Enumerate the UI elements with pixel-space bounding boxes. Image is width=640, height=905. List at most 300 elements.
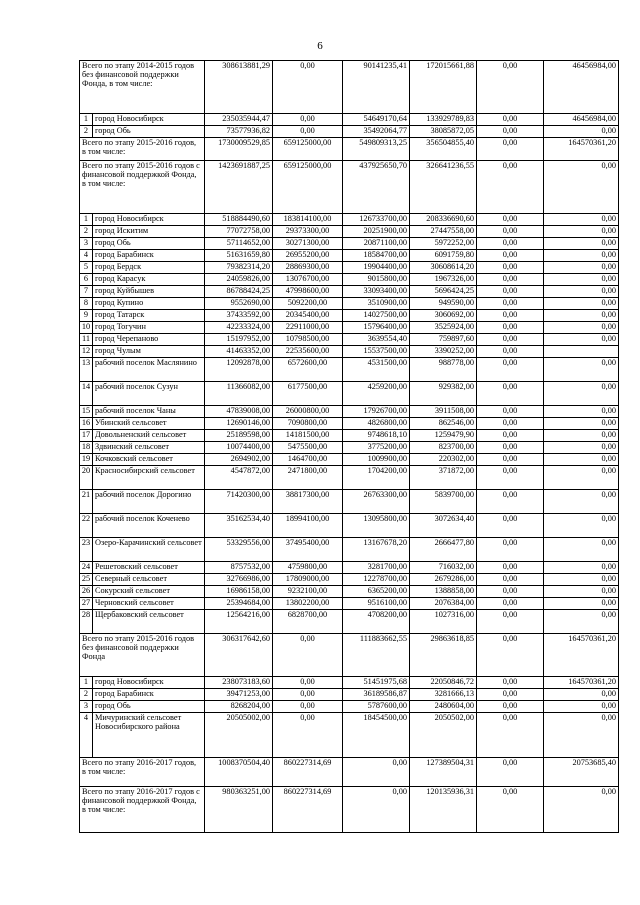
value-cell: 5972252,00 <box>410 238 477 250</box>
value-cell: 183814100,00 <box>273 214 343 226</box>
value-cell: 5696424,25 <box>410 286 477 298</box>
value-cell: 0,00 <box>477 787 544 833</box>
value-cell: 3072634,40 <box>410 514 477 538</box>
value-cell: 0,00 <box>273 701 343 713</box>
value-cell: 0,00 <box>477 226 544 238</box>
table-row <box>80 250 619 262</box>
value-cell <box>544 346 619 358</box>
value-cell: 9516100,00 <box>343 598 410 610</box>
value-cell: 9552690,00 <box>205 298 273 310</box>
municipality-name: Убинский сельсовет <box>93 418 205 430</box>
row-number: 27 <box>80 598 93 610</box>
table-total-row <box>80 161 619 214</box>
value-cell: 1704200,00 <box>343 466 410 490</box>
value-cell: 0,00 <box>544 713 619 758</box>
value-cell: 164570361,20 <box>544 677 619 689</box>
value-cell: 26000800,00 <box>273 406 343 418</box>
value-cell: 0,00 <box>477 126 544 138</box>
municipality-name: Озеро-Карачинский сельсовет <box>93 538 205 562</box>
value-cell: 0,00 <box>544 406 619 418</box>
value-cell: 0,00 <box>477 322 544 334</box>
row-number: 4 <box>80 250 93 262</box>
value-cell: 0,00 <box>477 701 544 713</box>
value-cell: 53329556,00 <box>205 538 273 562</box>
value-cell: 0,00 <box>477 598 544 610</box>
value-cell: 860227314,69 <box>273 787 343 833</box>
value-cell: 0,00 <box>477 138 544 161</box>
value-cell: 37495400,00 <box>273 538 343 562</box>
value-cell: 208336690,60 <box>410 214 477 226</box>
value-cell: 0,00 <box>477 382 544 406</box>
value-cell: 8268204,00 <box>205 701 273 713</box>
row-number: 9 <box>80 310 93 322</box>
value-cell: 26955200,00 <box>273 250 343 262</box>
value-cell: 32766986,00 <box>205 574 273 586</box>
value-cell: 0,00 <box>477 430 544 442</box>
value-cell: 0,00 <box>544 701 619 713</box>
value-cell: 220302,00 <box>410 454 477 466</box>
municipality-name: город Барабинск <box>93 689 205 701</box>
value-cell: 14181500,00 <box>273 430 343 442</box>
value-cell: 0,00 <box>477 562 544 574</box>
value-cell: 0,00 <box>477 286 544 298</box>
value-cell: 0,00 <box>273 713 343 758</box>
value-cell: 17926700,00 <box>343 406 410 418</box>
value-cell: 86788424,25 <box>205 286 273 298</box>
row-number: 1 <box>80 677 93 689</box>
table-row <box>80 286 619 298</box>
value-cell: 54649170,64 <box>343 114 410 126</box>
value-cell: 2679286,00 <box>410 574 477 586</box>
value-cell: 6828700,00 <box>273 610 343 634</box>
value-cell: 0,00 <box>544 442 619 454</box>
municipality-name: город Бердск <box>93 262 205 274</box>
value-cell: 0,00 <box>477 418 544 430</box>
table-row <box>80 406 619 418</box>
table-row <box>80 418 619 430</box>
value-cell: 73577936,82 <box>205 126 273 138</box>
value-cell: 0,00 <box>273 689 343 701</box>
value-cell: 0,00 <box>477 466 544 490</box>
value-cell: 0,00 <box>477 406 544 418</box>
table-row <box>80 610 619 634</box>
value-cell: 172015661,88 <box>410 61 477 114</box>
value-cell: 9232100,00 <box>273 586 343 598</box>
value-cell: 22911000,00 <box>273 322 343 334</box>
municipality-name: Красносибирский сельсовет <box>93 466 205 490</box>
value-cell: 0,00 <box>477 334 544 346</box>
value-cell: 13167678,20 <box>343 538 410 562</box>
value-cell: 3911508,00 <box>410 406 477 418</box>
value-cell: 25189598,00 <box>205 430 273 442</box>
value-cell: 0,00 <box>477 514 544 538</box>
table-row <box>80 454 619 466</box>
value-cell: 90141235,41 <box>343 61 410 114</box>
value-cell: 126733700,00 <box>343 214 410 226</box>
value-cell: 0,00 <box>544 466 619 490</box>
value-cell: 30608614,20 <box>410 262 477 274</box>
value-cell: 3060692,00 <box>410 310 477 322</box>
value-cell: 716032,00 <box>410 562 477 574</box>
row-number: 3 <box>80 701 93 713</box>
value-cell: 0,00 <box>477 250 544 262</box>
value-cell: 20871100,00 <box>343 238 410 250</box>
value-cell: 3510900,00 <box>343 298 410 310</box>
row-number: 3 <box>80 238 93 250</box>
table-row <box>80 114 619 126</box>
value-cell: 6177500,00 <box>273 382 343 406</box>
row-number: 1 <box>80 214 93 226</box>
municipality-name: город Черепаново <box>93 334 205 346</box>
municipality-name: город Обь <box>93 238 205 250</box>
table-total-row <box>80 61 619 114</box>
value-cell: 0,00 <box>477 358 544 382</box>
value-cell: 0,00 <box>544 382 619 406</box>
municipality-name: город Искитим <box>93 226 205 238</box>
value-cell: 18584700,00 <box>343 250 410 262</box>
row-number: 14 <box>80 382 93 406</box>
value-cell: 16986158,00 <box>205 586 273 598</box>
value-cell: 19904400,00 <box>343 262 410 274</box>
value-cell: 0,00 <box>273 677 343 689</box>
municipality-name: Щербаковский сельсовет <box>93 610 205 634</box>
value-cell: 0,00 <box>544 514 619 538</box>
value-cell: 15537500,00 <box>343 346 410 358</box>
value-cell: 5475500,00 <box>273 442 343 454</box>
value-cell: 980363251,00 <box>205 787 273 833</box>
value-cell: 0,00 <box>544 586 619 598</box>
value-cell: 659125000,00 <box>273 138 343 161</box>
value-cell: 437925650,70 <box>343 161 410 214</box>
table-row <box>80 322 619 334</box>
value-cell: 371872,00 <box>410 466 477 490</box>
value-cell: 29863618,85 <box>410 634 477 677</box>
municipality-name: город Новосибирск <box>93 214 205 226</box>
table-row <box>80 214 619 226</box>
value-cell: 0,00 <box>544 418 619 430</box>
value-cell: 120135936,31 <box>410 787 477 833</box>
table-row <box>80 430 619 442</box>
table-row <box>80 262 619 274</box>
row-number: 28 <box>80 610 93 634</box>
value-cell: 20505002,00 <box>205 713 273 758</box>
table-row <box>80 562 619 574</box>
value-cell: 12278700,00 <box>343 574 410 586</box>
value-cell: 0,00 <box>477 610 544 634</box>
value-cell: 2471800,00 <box>273 466 343 490</box>
value-cell: 27447558,00 <box>410 226 477 238</box>
value-cell: 10074400,00 <box>205 442 273 454</box>
value-cell: 326641236,55 <box>410 161 477 214</box>
value-cell: 13802200,00 <box>273 598 343 610</box>
value-cell: 2076384,00 <box>410 598 477 610</box>
total-label: Всего по этапу 2015-2016 годов с финансовой поддержкой Фонда, в том числе: <box>80 161 205 214</box>
value-cell: 0,00 <box>477 538 544 562</box>
value-cell: 235035944,47 <box>205 114 273 126</box>
value-cell: 12690146,00 <box>205 418 273 430</box>
value-cell: 929382,00 <box>410 382 477 406</box>
value-cell: 0,00 <box>544 610 619 634</box>
value-cell: 862546,00 <box>410 418 477 430</box>
value-cell: 5787600,00 <box>343 701 410 713</box>
value-cell: 30271300,00 <box>273 238 343 250</box>
value-cell: 0,00 <box>477 161 544 214</box>
value-cell: 28869300,00 <box>273 262 343 274</box>
value-cell: 133929789,83 <box>410 114 477 126</box>
value-cell: 0,00 <box>477 238 544 250</box>
value-cell: 36189586,87 <box>343 689 410 701</box>
value-cell: 18994100,00 <box>273 514 343 538</box>
value-cell: 1967326,00 <box>410 274 477 286</box>
value-cell: 0,00 <box>544 430 619 442</box>
value-cell: 0,00 <box>477 262 544 274</box>
value-cell: 20753685,40 <box>544 758 619 787</box>
total-label: Всего по этапу 2015-2016 годов без финансовой поддержки Фонда <box>80 634 205 677</box>
value-cell: 46456984,00 <box>544 114 619 126</box>
value-cell: 41463352,00 <box>205 346 273 358</box>
value-cell: 0,00 <box>477 114 544 126</box>
municipality-name: город Чулым <box>93 346 205 358</box>
value-cell: 3775200,00 <box>343 442 410 454</box>
row-number: 21 <box>80 490 93 514</box>
table-row <box>80 310 619 322</box>
value-cell: 6091759,80 <box>410 250 477 262</box>
value-cell: 33093400,00 <box>343 286 410 298</box>
row-number: 20 <box>80 466 93 490</box>
row-number: 2 <box>80 689 93 701</box>
table-row <box>80 126 619 138</box>
municipality-name: Кочковский сельсовет <box>93 454 205 466</box>
value-cell: 1730009529,85 <box>205 138 273 161</box>
value-cell: 0,00 <box>544 238 619 250</box>
table-row <box>80 598 619 610</box>
value-cell: 4759800,00 <box>273 562 343 574</box>
total-label: Всего по этапу 2016-2017 годов, в том числе: <box>80 758 205 787</box>
value-cell: 35162534,40 <box>205 514 273 538</box>
municipality-name: рабочий поселок Коченево <box>93 514 205 538</box>
value-cell: 0,00 <box>544 490 619 514</box>
municipality-name: город Обь <box>93 126 205 138</box>
value-cell: 0,00 <box>544 274 619 286</box>
value-cell: 1464700,00 <box>273 454 343 466</box>
row-number: 18 <box>80 442 93 454</box>
value-cell: 0,00 <box>477 490 544 514</box>
value-cell: 0,00 <box>544 161 619 214</box>
table-row <box>80 298 619 310</box>
value-cell: 47839008,00 <box>205 406 273 418</box>
table-row <box>80 274 619 286</box>
value-cell: 71420300,00 <box>205 490 273 514</box>
value-cell: 0,00 <box>544 310 619 322</box>
value-cell: 759897,60 <box>410 334 477 346</box>
value-cell: 0,00 <box>273 634 343 677</box>
value-cell: 26763300,00 <box>343 490 410 514</box>
table-row <box>80 334 619 346</box>
value-cell: 5839700,00 <box>410 490 477 514</box>
row-number: 23 <box>80 538 93 562</box>
value-cell: 0,00 <box>544 298 619 310</box>
municipality-name: город Барабинск <box>93 250 205 262</box>
value-cell: 164570361,20 <box>544 138 619 161</box>
value-cell: 5092200,00 <box>273 298 343 310</box>
value-cell: 0,00 <box>544 574 619 586</box>
value-cell: 0,00 <box>544 322 619 334</box>
table-row <box>80 442 619 454</box>
value-cell: 2050502,00 <box>410 713 477 758</box>
table-row <box>80 358 619 382</box>
value-cell: 37433592,00 <box>205 310 273 322</box>
row-number: 4 <box>80 713 93 758</box>
value-cell: 2480604,00 <box>410 701 477 713</box>
value-cell: 46456984,00 <box>544 61 619 114</box>
value-cell: 17809000,00 <box>273 574 343 586</box>
value-cell: 29373300,00 <box>273 226 343 238</box>
value-cell: 42233324,00 <box>205 322 273 334</box>
row-number: 2 <box>80 126 93 138</box>
value-cell: 35492064,77 <box>343 126 410 138</box>
value-cell: 51631659,80 <box>205 250 273 262</box>
municipality-name: город Куйбышев <box>93 286 205 298</box>
value-cell: 9748618,10 <box>343 430 410 442</box>
table-row <box>80 713 619 758</box>
municipality-name: Довольненский сельсовет <box>93 430 205 442</box>
value-cell: 24059826,00 <box>205 274 273 286</box>
value-cell: 1009900,00 <box>343 454 410 466</box>
value-cell: 518884490,60 <box>205 214 273 226</box>
row-number: 19 <box>80 454 93 466</box>
value-cell: 823700,00 <box>410 442 477 454</box>
value-cell: 4531500,00 <box>343 358 410 382</box>
value-cell: 3639554,40 <box>343 334 410 346</box>
municipality-name: рабочий поселок Сузун <box>93 382 205 406</box>
value-cell: 15796400,00 <box>343 322 410 334</box>
value-cell: 860227314,69 <box>273 758 343 787</box>
total-label: Всего по этапу 2014-2015 годов без финансовой поддержки Фонда, в том числе: <box>80 61 205 114</box>
value-cell: 0,00 <box>544 787 619 833</box>
value-cell: 12564216,00 <box>205 610 273 634</box>
municipality-name: город Купино <box>93 298 205 310</box>
value-cell: 238073183,60 <box>205 677 273 689</box>
value-cell: 0,00 <box>544 226 619 238</box>
row-number: 17 <box>80 430 93 442</box>
municipality-name: Решетовский сельсовет <box>93 562 205 574</box>
value-cell: 2694902,00 <box>205 454 273 466</box>
table-row <box>80 382 619 406</box>
value-cell: 13076700,00 <box>273 274 343 286</box>
value-cell: 0,00 <box>544 538 619 562</box>
value-cell: 0,00 <box>343 758 410 787</box>
value-cell: 0,00 <box>477 442 544 454</box>
table-row <box>80 226 619 238</box>
value-cell: 127389504,31 <box>410 758 477 787</box>
table-total-row <box>80 787 619 833</box>
page-number: 6 <box>317 40 323 52</box>
value-cell: 0,00 <box>477 713 544 758</box>
table-row <box>80 466 619 490</box>
row-number: 2 <box>80 226 93 238</box>
value-cell: 0,00 <box>544 250 619 262</box>
value-cell: 6365200,00 <box>343 586 410 598</box>
table-total-row <box>80 758 619 787</box>
value-cell: 1027316,00 <box>410 610 477 634</box>
value-cell: 38817300,00 <box>273 490 343 514</box>
value-cell: 39471253,00 <box>205 689 273 701</box>
value-cell: 0,00 <box>544 214 619 226</box>
value-cell: 0,00 <box>477 61 544 114</box>
municipality-name: Сокурский сельсовет <box>93 586 205 598</box>
value-cell: 14027500,00 <box>343 310 410 322</box>
value-cell: 25394684,00 <box>205 598 273 610</box>
municipality-name: город Обь <box>93 701 205 713</box>
value-cell: 356504855,40 <box>410 138 477 161</box>
municipality-name: рабочий поселок Дорогино <box>93 490 205 514</box>
municipality-name: город Новосибирск <box>93 114 205 126</box>
table-row <box>80 689 619 701</box>
table-row <box>80 346 619 358</box>
value-cell: 22535600,00 <box>273 346 343 358</box>
value-cell: 988778,00 <box>410 358 477 382</box>
value-cell: 0,00 <box>477 310 544 322</box>
row-number: 10 <box>80 322 93 334</box>
value-cell: 15197952,00 <box>205 334 273 346</box>
row-number: 26 <box>80 586 93 598</box>
program-funding-table <box>79 60 619 833</box>
value-cell: 1259479,90 <box>410 430 477 442</box>
value-cell: 20345400,00 <box>273 310 343 322</box>
value-cell: 0,00 <box>544 562 619 574</box>
value-cell: 1008370504,40 <box>205 758 273 787</box>
table-total-row <box>80 634 619 677</box>
value-cell: 10798500,00 <box>273 334 343 346</box>
municipality-name: город Карасук <box>93 274 205 286</box>
value-cell: 1388858,00 <box>410 586 477 598</box>
value-cell: 11366082,00 <box>205 382 273 406</box>
table-row <box>80 238 619 250</box>
municipality-name: рабочий поселок Маслянино <box>93 358 205 382</box>
value-cell: 47998600,00 <box>273 286 343 298</box>
table-row <box>80 490 619 514</box>
value-cell: 111883662,55 <box>343 634 410 677</box>
value-cell: 0,00 <box>477 677 544 689</box>
value-cell: 0,00 <box>544 454 619 466</box>
row-number: 1 <box>80 114 93 126</box>
value-cell: 0,00 <box>544 334 619 346</box>
value-cell: 0,00 <box>477 758 544 787</box>
value-cell: 0,00 <box>544 598 619 610</box>
value-cell: 77072758,00 <box>205 226 273 238</box>
value-cell: 0,00 <box>544 358 619 382</box>
value-cell: 79382314,20 <box>205 262 273 274</box>
value-cell: 659125000,00 <box>273 161 343 214</box>
row-number: 24 <box>80 562 93 574</box>
municipality-name: город Татарск <box>93 310 205 322</box>
value-cell: 0,00 <box>477 586 544 598</box>
row-number: 8 <box>80 298 93 310</box>
value-cell: 0,00 <box>477 298 544 310</box>
value-cell: 1423691887,25 <box>205 161 273 214</box>
value-cell: 3525924,00 <box>410 322 477 334</box>
total-label: Всего по этапу 2015-2016 годов, в том числе: <box>80 138 205 161</box>
value-cell: 0,00 <box>544 286 619 298</box>
municipality-name: город Тогучин <box>93 322 205 334</box>
municipality-name: рабочий поселок Чаны <box>93 406 205 418</box>
value-cell: 9015800,00 <box>343 274 410 286</box>
table-row <box>80 538 619 562</box>
value-cell: 0,00 <box>343 787 410 833</box>
value-cell: 306317642,60 <box>205 634 273 677</box>
row-number: 25 <box>80 574 93 586</box>
table-total-row <box>80 138 619 161</box>
